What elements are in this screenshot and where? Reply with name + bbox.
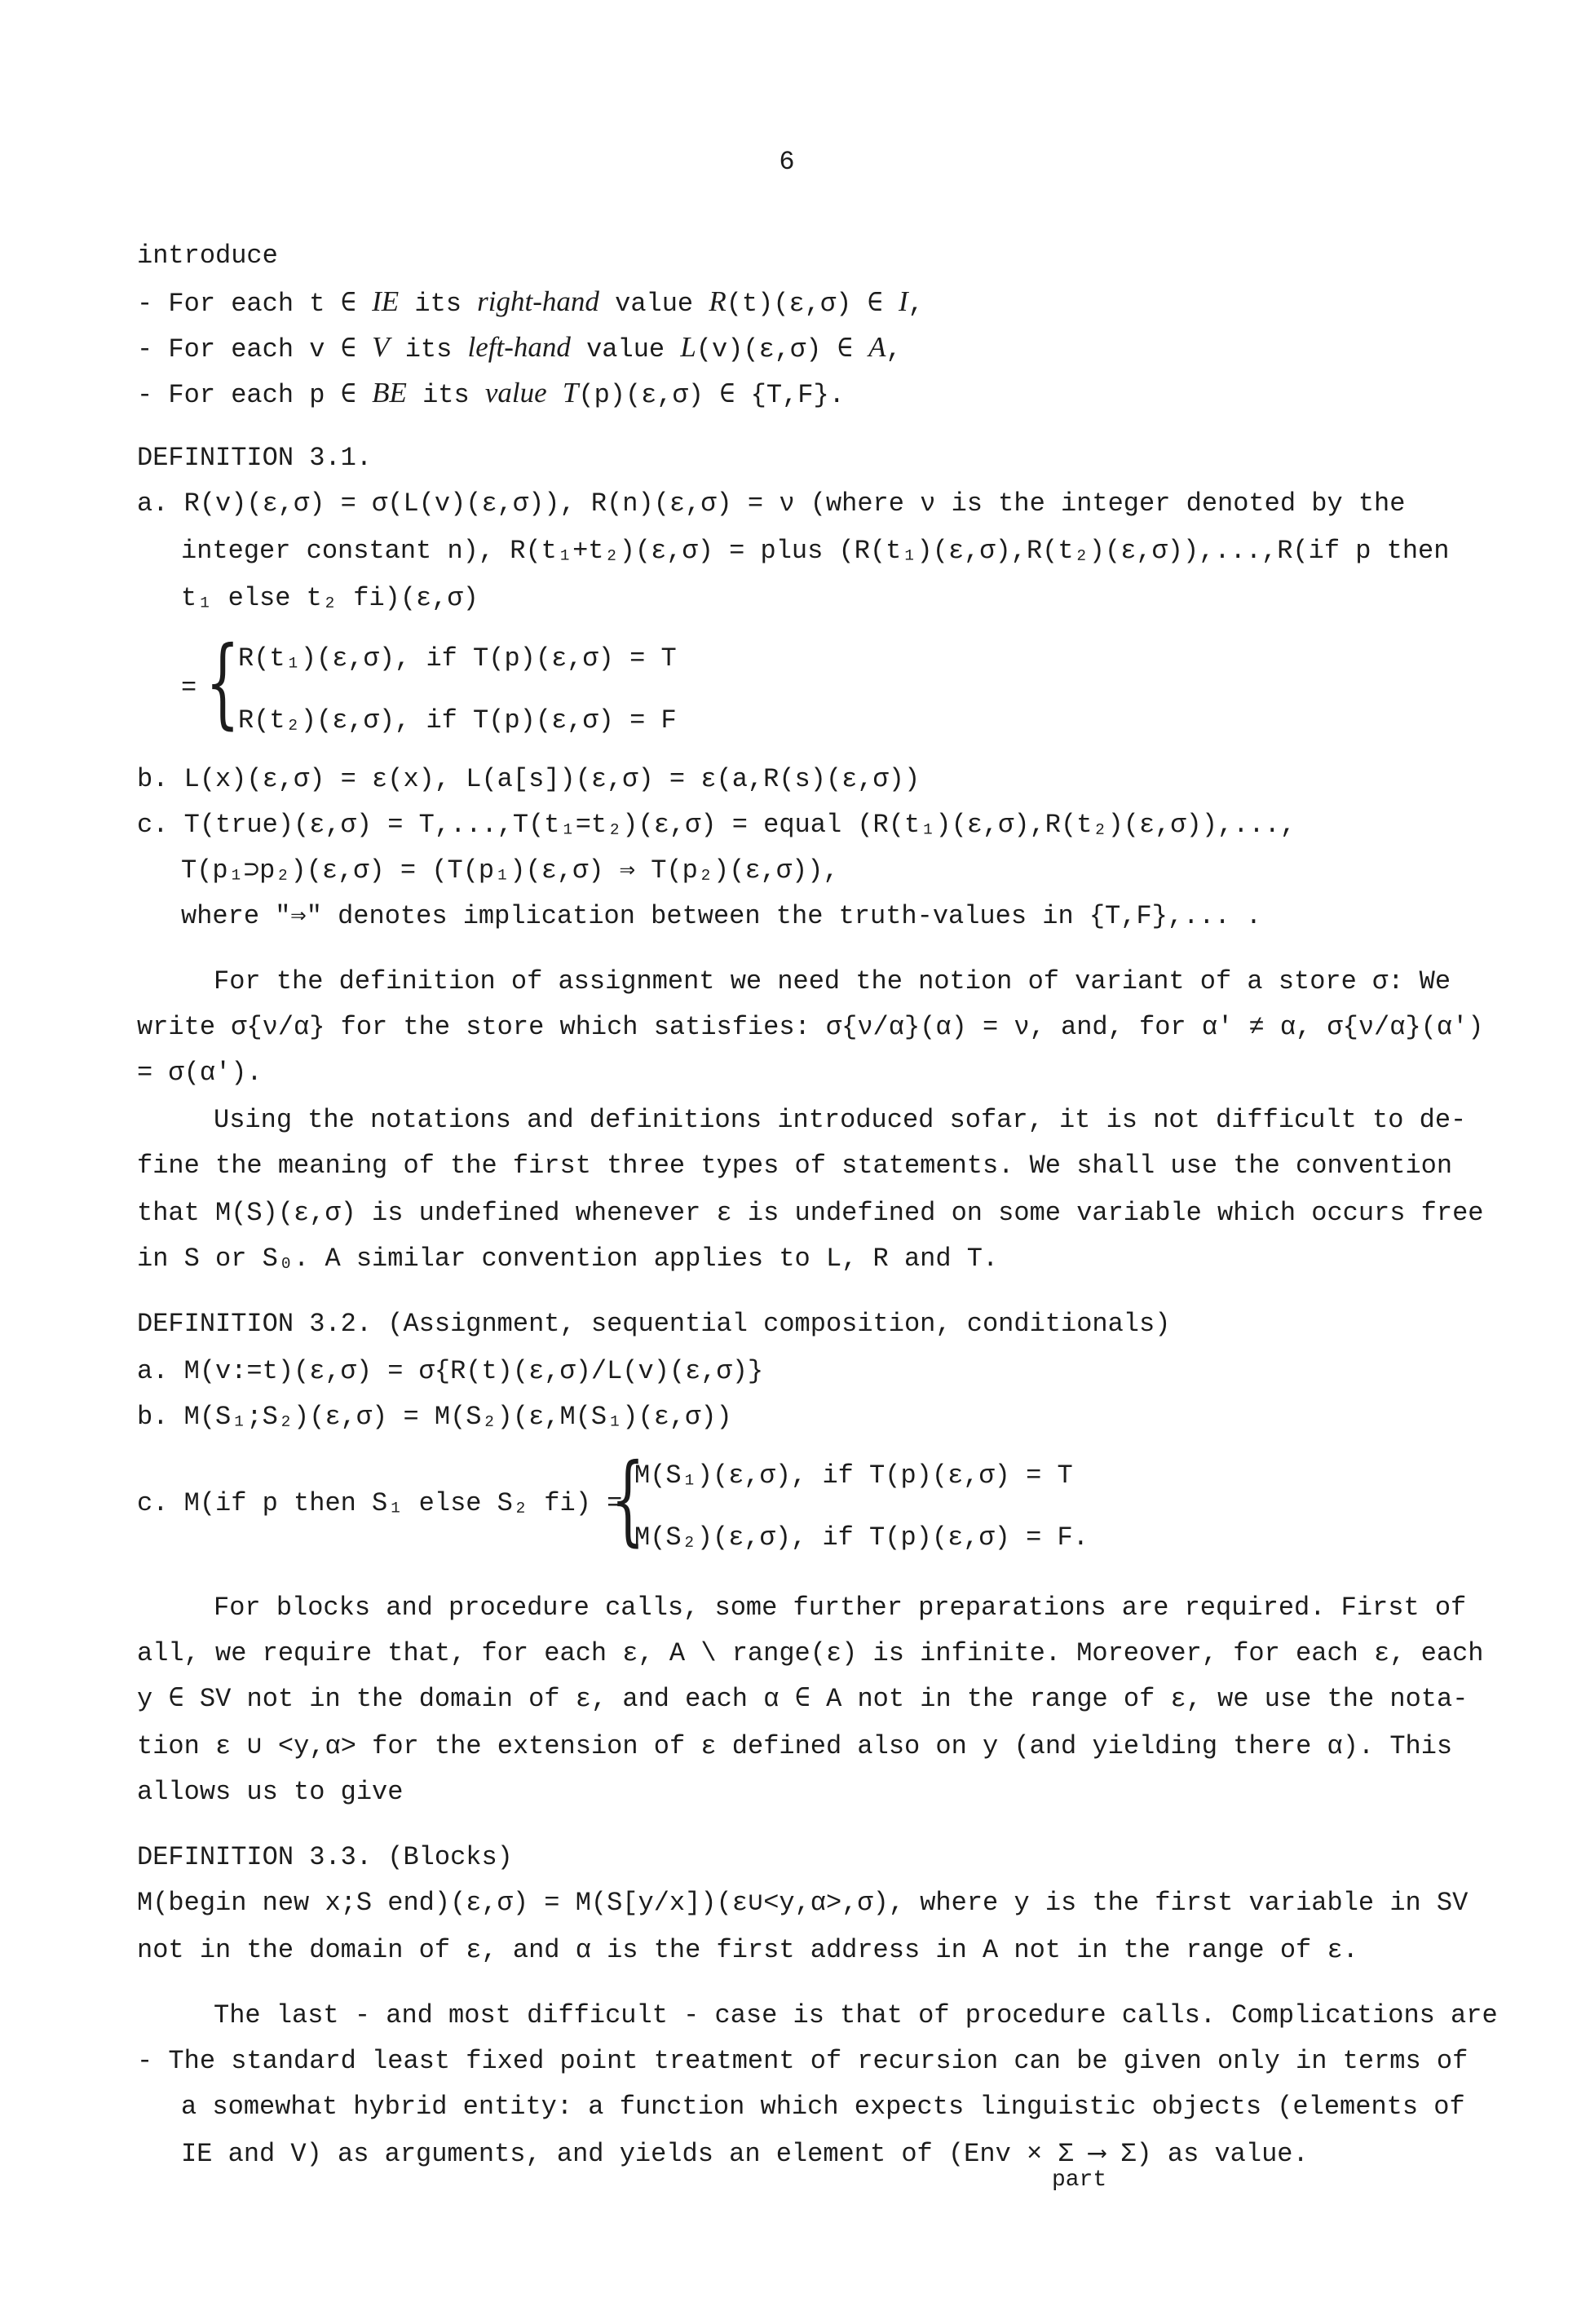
intro-item-2: - For each v ∈ V its left-hand value L(v)(ε,σ) ∈ A,: [137, 331, 902, 365]
paragraph-notations-line-1: Using the notations and definitions introduced sofar, it is not difficult to de-: [214, 1105, 1467, 1135]
definition-3-1-c-line-3: where "⇒" denotes implication between the truth-values in {T,F},... .: [181, 901, 1262, 931]
definition-3-3-line-2: not in the domain of ε, and α is the first address in A not in the range of ε.: [137, 1935, 1358, 1965]
definition-3-1-c-line-2: T(p₁⊃p₂)(ε,σ) = (T(p₁)(ε,σ) ⇒ T(p₂)(ε,σ)),: [181, 855, 839, 886]
definition-3-1-c-line-1: c. T(true)(ε,σ) = T,...,T(t₁=t₂)(ε,σ) = equal (R(t₁)(ε,σ),R(t₂)(ε,σ)),...,: [137, 810, 1296, 840]
paragraph-notations-line-3: that M(S)(ε,σ) is undefined whenever ε is undefined on some variable which occurs free: [137, 1198, 1484, 1228]
definition-3-3-line-1: M(begin new x;S end)(ε,σ) = M(S[y/x])(ε∪<y,α>,σ), where y is the first variable in SV: [137, 1888, 1469, 1918]
paragraph-preparations-line-4: tion ε ∪ <y,α> for the extension of ε defined also on y (and yielding there α). This: [137, 1731, 1453, 1761]
definition-3-3-heading: DEFINITION 3.3. (Blocks): [137, 1842, 513, 1872]
definition-3-1-a-line-3: t₁ else t₂ fi)(ε,σ): [181, 583, 479, 613]
definition-3-1-case-1: R(t₁)(ε,σ), if T(p)(ε,σ) = T: [238, 643, 677, 674]
paragraph-variant-line-3: = σ(α').: [137, 1058, 263, 1088]
paragraph-preparations-line-2: all, we require that, for each ε, A \ range(ε) is infinite. Moreover, for each ε, each: [137, 1638, 1484, 1668]
definition-3-1-a-line-1: a. R(v)(ε,σ) = σ(L(v)(ε,σ)), R(n)(ε,σ) = ν (where ν is the integer denoted by the: [137, 488, 1406, 519]
paragraph-procedure-calls-line-3: a somewhat hybrid entity: a function which expects linguistic objects (elements of: [181, 2092, 1465, 2122]
paragraph-preparations-line-3: y ∈ SV not in the domain of ε, and each α ∈ A not in the range of ε, we use the nota-: [137, 1684, 1469, 1714]
paragraph-variant-line-2: write σ{ν/α} for the store which satisfies: σ{ν/α}(α) = ν, and, for α' ≠ α, σ{ν/α}(α'): [137, 1012, 1484, 1042]
definition-3-1-case-equals: =: [181, 673, 197, 703]
paragraph-preparations-line-5: allows us to give: [137, 1777, 404, 1807]
paragraph-notations-line-2: fine the meaning of the first three types of statements. We shall use the convention: [137, 1151, 1453, 1181]
paragraph-procedure-calls-line-2: - The standard least fixed point treatment of recursion can be given only in terms of: [137, 2046, 1469, 2076]
definition-3-1-b: b. L(x)(ε,σ) = ε(x), L(a[s])(ε,σ) = ε(a,R(s)(ε,σ)): [137, 764, 921, 794]
definition-3-2-a: a. M(v:=t)(ε,σ) = σ{R(t)(ε,σ)/L(v)(ε,σ)}: [137, 1356, 764, 1386]
definition-3-1-case-2: R(t₂)(ε,σ), if T(p)(ε,σ) = F: [238, 705, 677, 736]
arrow-subscript-part: part: [1052, 2167, 1107, 2193]
intro-item-1: - For each t ∈ IE its right-hand value R(t)(ε,σ) ∈ I,: [137, 285, 924, 319]
paragraph-procedure-calls-line-4: IE and V) as arguments, and yields an element of (Env × Σ ⟶ Σ) as value.: [181, 2139, 1309, 2169]
page-number: 6: [779, 147, 795, 177]
definition-3-2-case-2: M(S₂)(ε,σ), if T(p)(ε,σ) = F.: [634, 1522, 1089, 1553]
paragraph-procedure-calls-line-1: The last - and most difficult - case is that of procedure calls. Complications are: [214, 2000, 1498, 2030]
definition-3-1-a-line-2: integer constant n), R(t₁+t₂)(ε,σ) = plus (R(t₁)(ε,σ),R(t₂)(ε,σ)),...,R(if p then: [181, 536, 1450, 566]
definition-3-2-case-1: M(S₁)(ε,σ), if T(p)(ε,σ) = T: [634, 1460, 1073, 1491]
definition-3-2-b: b. M(S₁;S₂)(ε,σ) = M(S₂)(ε,M(S₁)(ε,σ)): [137, 1402, 732, 1432]
definition-3-2-c: c. M(if p then S₁ else S₂ fi) =: [137, 1488, 623, 1518]
paragraph-notations-line-4: in S or S₀. A similar convention applies to L, R and T.: [137, 1244, 999, 1274]
paragraph-preparations-line-1: For blocks and procedure calls, some further preparations are required. First of: [214, 1593, 1467, 1623]
left-brace-icon: {: [611, 1443, 645, 1557]
intro-item-3: - For each p ∈ BE its value T(p)(ε,σ) ∈ {T,F}.: [137, 377, 845, 410]
paragraph-variant-line-1: For the definition of assignment we need the notion of variant of a store σ: We: [214, 966, 1451, 996]
definition-3-1-heading: DEFINITION 3.1.: [137, 443, 373, 473]
definition-3-2-heading: DEFINITION 3.2. (Assignment, sequential composition, conditionals): [137, 1309, 1171, 1339]
left-brace-icon: {: [205, 626, 240, 740]
intro-lead: introduce: [137, 241, 278, 271]
